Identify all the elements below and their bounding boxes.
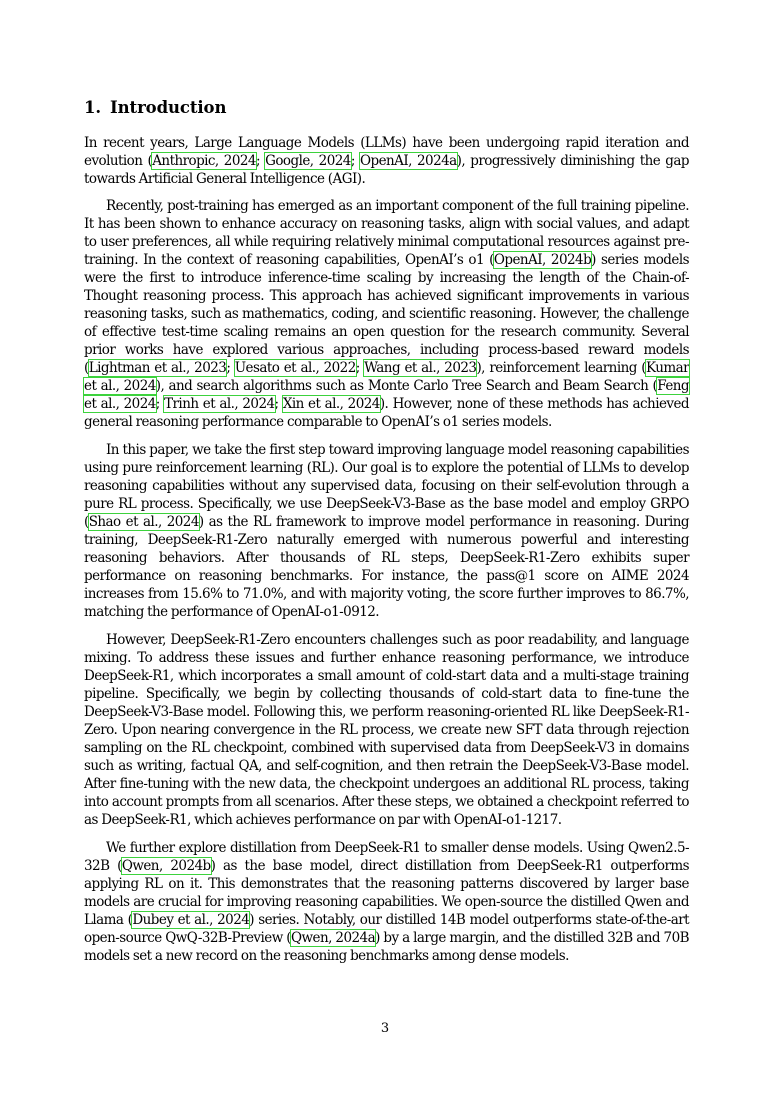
citation-link[interactable]: Dubey et al., 2024 <box>132 912 250 928</box>
paragraph-text: We further explore distillation from DeepSeek-R1 to smaller dense models. Using Qwen2.5-32B ( <box>84 840 689 874</box>
citation-link[interactable]: Xin et al., 2024 <box>282 396 380 412</box>
paragraph-text: ; <box>274 396 283 412</box>
citation-link[interactable]: Lightman et al., 2023 <box>88 360 227 376</box>
paragraph-text: ), progressively diminishing the gap towards Artificial General Intelligence (AGI). <box>84 153 689 187</box>
paragraph-5 <box>84 839 689 965</box>
paragraph-text: ; <box>355 360 365 376</box>
paragraph-text: However, DeepSeek-R1-Zero encounters challenges such as poor readability, and language mixing. To address these issues and further enhance reasoning performance, we introduce DeepSeek-R1, which incorporates a small amount of cold-start data and a multi-stage training pipeline. Specifically, we begin by collecting thousands of cold-start data to fine-tune the DeepSeek-V3-Base model. Following this, we perform reasoning-oriented RL like DeepSeek-R1-Zero. Upon nearing convergence in the RL process, we create new SFT data through rejection sampling on the RL checkpoint, combined with supervised data from DeepSeek-V3 in domains such as writing, factual QA, and self-cognition, and then retrain the DeepSeek-V3-Base model. After fine-tuning with the new data, the checkpoint undergoes an additional RL process, taking into account prompts from all scenarios. After these steps, we obtained a checkpoint referred to as DeepSeek-R1, which achieves performance on par with OpenAI-o1-1217. <box>84 632 689 828</box>
paragraph-3 <box>84 441 689 621</box>
citation-link[interactable]: Wang et al., 2023 <box>364 360 477 376</box>
paragraph-text: In this paper, we take the first step toward improving language model reasoning capabilities using pure reinforcement learning (RL). Our goal is to explore the potential of LLMs to develop reasoning capabilities without any supervised data, focusing on their self-evolution through a pure RL process. Specifically, we use DeepSeek-V3-Base as the base model and employ GRPO ( <box>84 442 689 530</box>
citation-link[interactable]: Shao et al., 2024 <box>88 514 199 530</box>
paragraph-text: ) as the base model, direct distillation from DeepSeek-R1 outperforms applying RL on it. This demonstrates that the reasoning patterns discovered by larger base models are crucial for improving reasoning capabilities. We open-source the distilled Qwen and Llama ( <box>84 858 689 928</box>
paragraph-text: ) by a large margin, and the distilled 32B and 70B models set a new record on the reasoning benchmarks among dense models. <box>84 930 689 964</box>
citation-link[interactable]: Anthropic, 2024 <box>152 153 256 169</box>
paragraph-2 <box>84 197 689 431</box>
paragraph-text: In recent years, Large Language Models (LLMs) have been undergoing rapid iteration and evolution ( <box>84 135 689 169</box>
citation-link[interactable]: OpenAI, 2024a <box>359 153 457 169</box>
citation-link[interactable]: OpenAI, 2024b <box>493 252 592 268</box>
paragraph-4 <box>84 631 689 829</box>
paragraph-text: ; <box>350 153 360 169</box>
paragraph-text: ), reinforcement learning ( <box>476 360 646 376</box>
paragraph-text: ; <box>255 153 266 169</box>
paragraph-text: ) as the RL framework to improve model performance in reasoning. During training, DeepSeek-R1-Zero naturally emerged with numerous powerful and interesting reasoning behaviors. After thousands of RL steps, DeepSeek-R1-Zero exhibits super performance on reasoning benchmarks. For instance, the pass@1 score on AIME 2024 increases from 15.6% to 71.0%, and with majority voting, the score further improves to 86.7%, matching the performance of OpenAI-o1-0912. <box>84 514 689 620</box>
paragraph-text: ) series. Notably, our distilled 14B model outperforms state-of-the-art open-source QwQ-32B-Preview ( <box>84 912 689 946</box>
citation-link[interactable]: Uesato et al., 2022 <box>234 360 356 376</box>
section-number: 1. <box>84 98 102 117</box>
citation-link[interactable]: Kumar et al., 2024 <box>84 360 689 394</box>
section-heading <box>84 98 226 117</box>
paragraph-text: Recently, post-training has emerged as an important component of the full training pipeline. It has been shown to enhance accuracy on reasoning tasks, align with social values, and adapt to user preferences, all while requiring relatively minimal computational resources against pre-training. In the context of reasoning capabilities, OpenAI’s o1 ( <box>84 198 689 268</box>
paragraph-1 <box>84 134 689 188</box>
paragraph-text: ). However, none of these methods has achieved general reasoning performance comparable to OpenAI’s o1 series models. <box>84 396 690 430</box>
paragraph-text: ) series models were the first to introduce inference-time scaling by increasing the length of the Chain-of-Thought reasoning process. This approach has achieved significant improvements in various reasoning tasks, such as mathematics, coding, and scientific reasoning. However, the challenge of effective test-time scaling remains an open question for the research community. Several prior works have explored various approaches, including process-based reward models ( <box>84 252 689 376</box>
citation-link[interactable]: Feng et al., 2024 <box>84 378 689 412</box>
paragraph-text: ; <box>226 360 235 376</box>
section-title-text: Introduction <box>110 98 227 117</box>
citation-link[interactable]: Qwen, 2024b <box>121 858 211 874</box>
paragraph-text: ; <box>155 396 165 412</box>
citation-link[interactable]: Trinh et al., 2024 <box>164 396 275 412</box>
citation-link[interactable]: Google, 2024 <box>265 153 351 169</box>
page-number: 3 <box>380 1021 390 1036</box>
paragraph-text: ), and search algorithms such as Monte Carlo Tree Search and Beam Search ( <box>155 378 658 394</box>
citation-link[interactable]: Qwen, 2024a <box>291 930 376 946</box>
